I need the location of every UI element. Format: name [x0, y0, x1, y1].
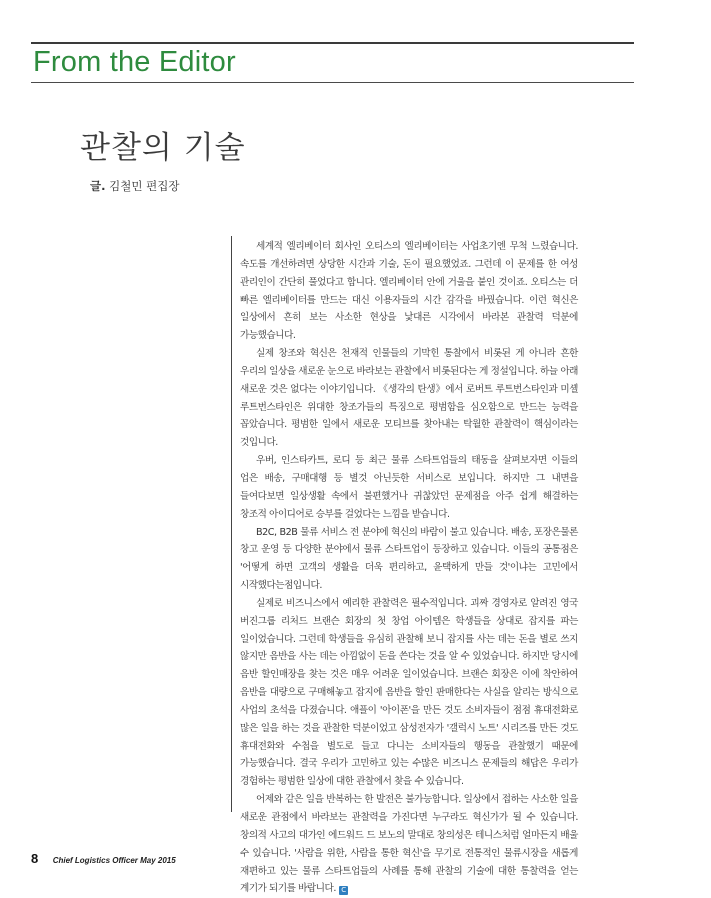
- column-divider: [231, 236, 232, 812]
- article-title: 관찰의 기술: [80, 130, 246, 166]
- paragraph-6-text: 어제와 같은 일을 반복하는 한 발전은 불가능합니다. 일상에서 접하는 사소한 일을 새로운 관점에서 바라보는 관찰력을 가진다면 누구라도 혁신가가 될 수 있습니다. 창의적 사고의 대가인 에드워드 드 보노의 말대로 창의성은 테니스처럼 얼마든지 배울 수 있습니다. '사람을 위한, 사람을 통한 혁신'을 무기로 전통적인 물류시장을 새롭게 재편하고 있는 물류 스타트업들의 사례를 통해 관찰의 기술에 대한 통찰력을 얻는 계기가 되기를 바랍니다.: [240, 794, 578, 895]
- paragraph-1: 세계적 엘리베이터 회사인 오티스의 엘리베이터는 사업초기엔 무척 느렸습니다. 속도를 개선하려면 상당한 시간과 기술, 돈이 필요했었죠. 그런데 이 문제를 한 여성 관리인이 간단히 풀었다고 합니다. 엘리베이터 안에 거울을 붙인 것이죠. 오티스는 더 빠른 엘리베이터를 만드는 대신 이용자들의 시간 감각을 바꿨습니다. 이런 혁신은 일상에서 흔히 보는 사소한 현상을 낯대른 시각에서 바라본 관찰력 덕분에 가능했습니다.: [240, 241, 578, 342]
- byline-author: 김철민 편집장: [109, 179, 180, 193]
- paragraph-5: 실제로 비즈니스에서 예리한 관찰력은 필수적입니다. 괴짜 경영자로 알려진 영국 버진그룹 리처드 브랜슨 회장의 첫 창업 아이템은 학생들을 상대로 잡지를 파는 일이었습니다. 그런데 학생들을 유심히 관찰해 보니 잡지를 사는 데는 돈을 별로 쓰지 않지만 음반을 사는 데는 아낌없이 돈을 쓴다는 것을 알 수 있었습니다. 하지만 당시에 음반 할인매장을 찾는 것은 매우 어려운 일이었습니다. 브랜슨 회장은 이에 착안하여 음반을 대량으로 구매해놓고 잡지에 음반을 할인 판매한다는 사실을 알리는 방식으로 사업의 초석을 다졌습니다. 애플이 '아이폰'을 만든 것도 소비자들이 점점 휴대전화로 많은 일을 하는 것을 관찰한 덕분이었고 삼성전자가 '갤럭시 노트' 시리즈를 만든 것도 휴대전화와 수첩을 별도로 들고 다니는 소비자들의 행동을 관찰했기 때문에 가능했습니다. 결국 우리가 고민하고 있는 수많은 비즈니스 문제들의 해답은 우리가 경험하는 평범한 일상에 대한 관찰에서 찾을 수 있습니다.: [240, 597, 578, 788]
- paragraph-3: 우버, 인스타카트, 로디 등 최근 물류 스타트업들의 태동을 살펴보자면 이들의 업은 배송, 구매대행 등 별것 아닌듯한 서비스로 보입니다. 하지만 그 내면을 들여다보면 일상생활 속에서 불편했거나 귀찮았던 문제점을 아주 쉽게 해결하는 창조적 아이디어로 승부를 걸었다는 느낌을 받습니다.: [240, 455, 578, 520]
- paragraph-6: [240, 791, 578, 898]
- byline-lead: 글.: [90, 179, 106, 193]
- byline: [90, 178, 179, 194]
- page-footer: [31, 852, 176, 868]
- magazine-issue: Chief Logistics Officer May 2015: [52, 856, 176, 865]
- paragraph-4: B2C, B2B 물류 서비스 전 분야에 혁신의 바람이 불고 있습니다. 배송, 포장은물론 창고 운영 등 다양한 분야에서 물류 스타트업이 등장하고 있습니다. 이들의 공통점은 '어떻게 하면 고객의 생활을 더욱 편리하고, 윤택하게 만들 것'이냐는 고민에서 시작했다는점입니다.: [240, 526, 578, 592]
- section-title: From the Editor: [33, 46, 236, 78]
- paragraph-2: 실제 창조와 혁신은 천재적 인물들의 기막힌 통찰에서 비롯된 게 아니라 흔한 우리의 일상을 새로운 눈으로 바라보는 관찰에서 비롯된다는 게 정설입니다. 하늘 아래 새로운 것은 없다는 이야기입니다. 《생각의 탄생》에서 로버트 루트번스타인과 미셸 루트번스타인은 위대한 창조가들의 특징으로 평범함을 심오함으로 만드는 능력을 꼽았습니다. 평범한 일에서 새로운 모티브를 찾아내는 탁월한 관찰력이 핵심이라는 것입니다.: [240, 348, 578, 449]
- article-body: [240, 238, 578, 898]
- page-number: 8: [31, 851, 39, 866]
- header-bottom-rule: [31, 82, 634, 83]
- end-mark-icon: C: [339, 886, 348, 895]
